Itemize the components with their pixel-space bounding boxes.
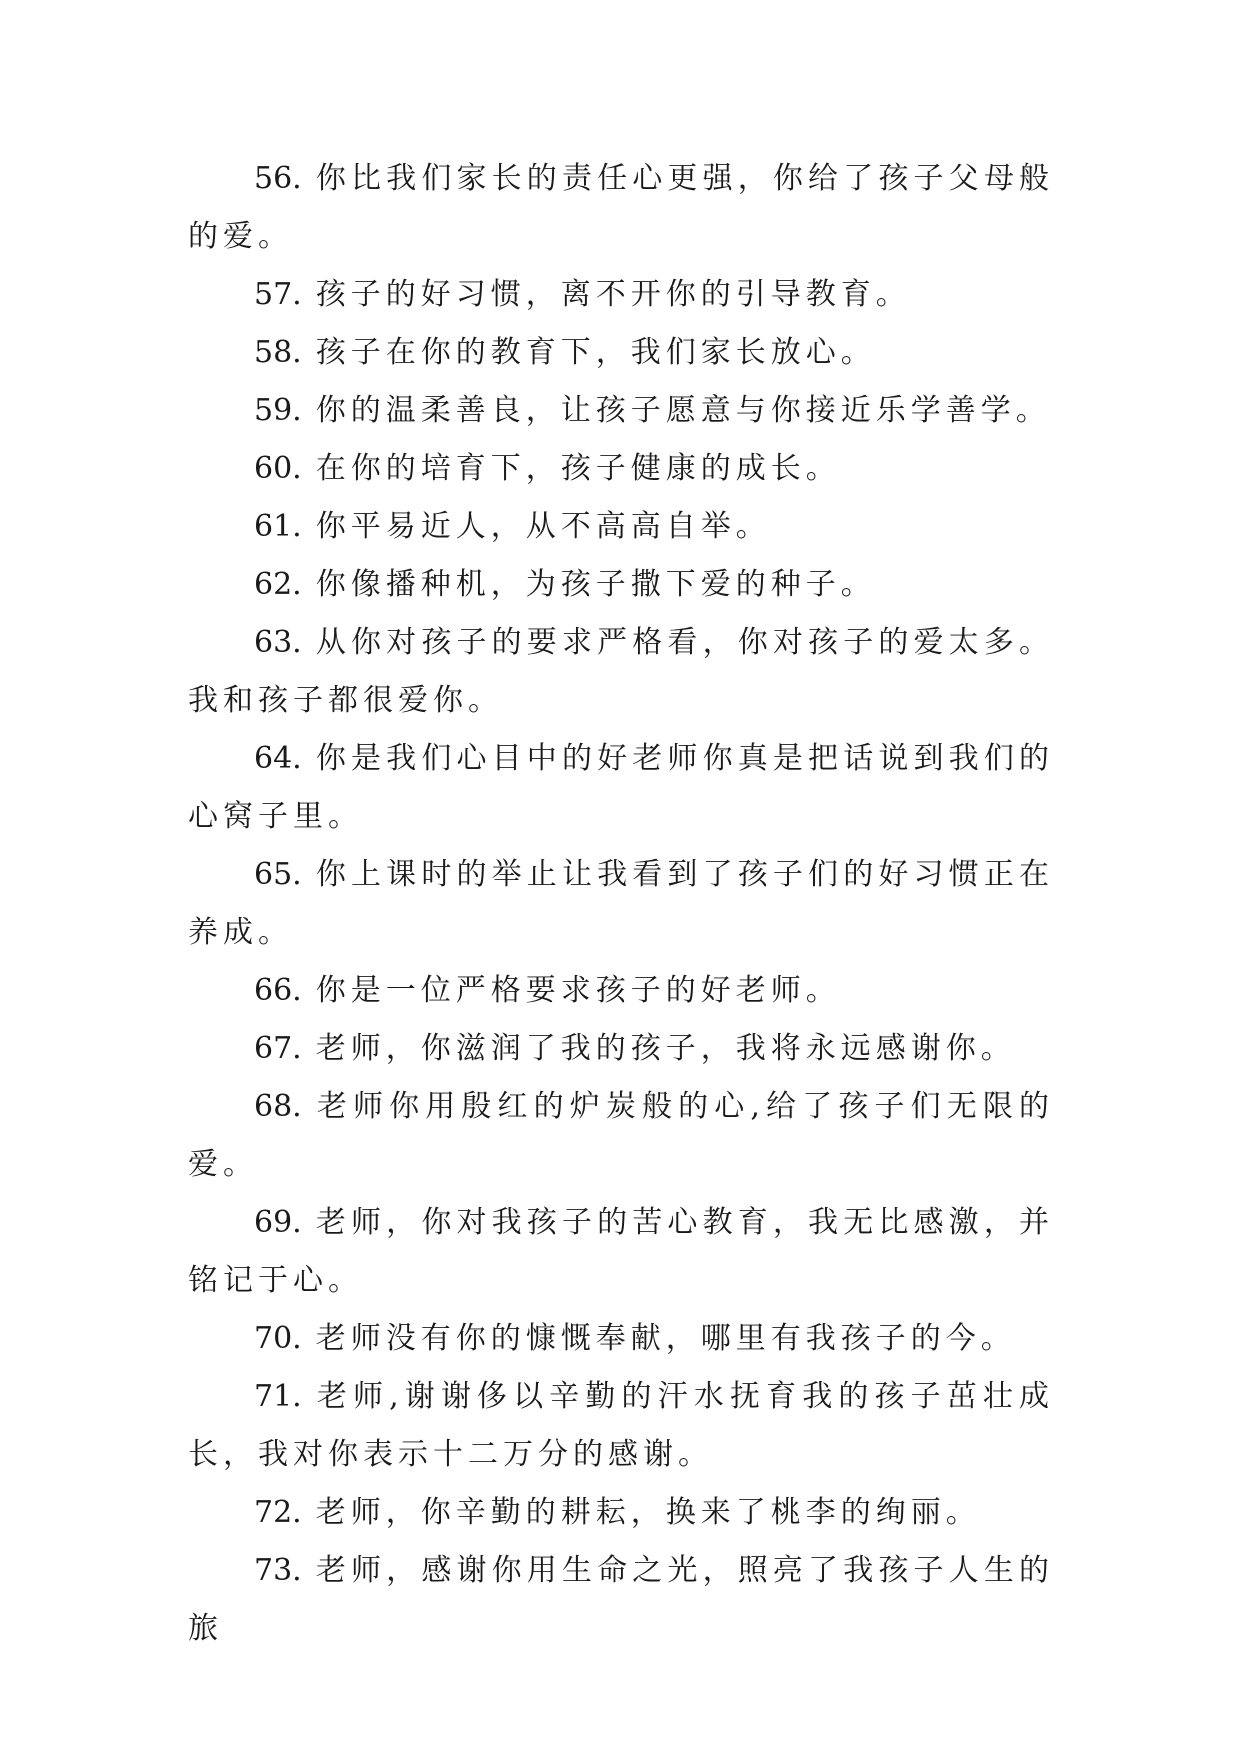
item-number: 60. xyxy=(254,451,302,486)
item-text: 孩子在你的教育下，我们家长放心。 xyxy=(315,335,876,370)
item-text: 老师你用殷红的炉炭般的心,给了孩子们无限的爱。 xyxy=(188,1089,1054,1182)
item-number: 59. xyxy=(254,393,302,428)
item-text: 你比我们家长的责任心更强，你给了孩子父母般的爱。 xyxy=(188,161,1054,254)
list-item xyxy=(188,730,1054,846)
list-item xyxy=(188,1194,1054,1310)
item-text: 你像播种机，为孩子撒下爱的种子。 xyxy=(315,567,876,602)
list-item xyxy=(188,1078,1054,1194)
item-number: 73. xyxy=(254,1553,302,1588)
item-text: 在你的培育下，孩子健康的成长。 xyxy=(315,451,841,486)
list-item xyxy=(188,150,1054,266)
item-number: 67. xyxy=(254,1031,302,1066)
list-item xyxy=(188,846,1054,962)
item-text: 从你对孩子的要求严格看，你对孩子的爱太多。我和孩子都很爱你。 xyxy=(188,625,1054,718)
item-text: 你的温柔善良，让孩子愿意与你接近乐学善学。 xyxy=(315,393,1051,428)
item-text: 孩子的好习惯，离不开你的引导教育。 xyxy=(315,277,911,312)
list-item xyxy=(188,498,1054,556)
item-text: 你是一位严格要求孩子的好老师。 xyxy=(315,973,841,1008)
item-number: 64. xyxy=(254,741,302,776)
item-number: 63. xyxy=(254,625,302,660)
item-number: 71. xyxy=(254,1379,302,1414)
item-number: 65. xyxy=(254,857,302,892)
item-number: 69. xyxy=(254,1205,302,1240)
item-text: 老师，你滋润了我的孩子，我将永远感谢你。 xyxy=(315,1031,1016,1066)
item-number: 62. xyxy=(254,567,302,602)
list-item xyxy=(188,1310,1054,1368)
item-number: 61. xyxy=(254,509,302,544)
list-item xyxy=(188,440,1054,498)
item-number: 68. xyxy=(254,1089,302,1124)
item-text: 老师，你对我孩子的苦心教育，我无比感激，并铭记于心。 xyxy=(188,1205,1054,1298)
item-number: 66. xyxy=(254,973,302,1008)
item-number: 72. xyxy=(254,1495,302,1530)
item-number: 70. xyxy=(254,1321,302,1356)
item-text: 你上课时的举止让我看到了孩子们的好习惯正在养成。 xyxy=(188,857,1054,950)
item-number: 57. xyxy=(254,277,302,312)
item-list xyxy=(188,150,1054,1658)
list-item xyxy=(188,266,1054,324)
item-text: 你平易近人，从不高高自举。 xyxy=(315,509,771,544)
list-item xyxy=(188,1542,1054,1658)
list-item xyxy=(188,962,1054,1020)
list-item xyxy=(188,556,1054,614)
item-text: 你是我们心目中的好老师你真是把话说到我们的心窝子里。 xyxy=(188,741,1054,834)
item-number: 58. xyxy=(254,335,302,370)
list-item xyxy=(188,614,1054,730)
list-item xyxy=(188,382,1054,440)
list-item xyxy=(188,324,1054,382)
list-item xyxy=(188,1020,1054,1078)
item-text: 老师没有你的慷慨奉献，哪里有我孩子的今。 xyxy=(315,1321,1016,1356)
list-item xyxy=(188,1368,1054,1484)
item-text: 老师，你辛勤的耕耘，换来了桃李的绚丽。 xyxy=(315,1495,981,1530)
item-text: 老师，感谢你用生命之光，照亮了我孩子人生的旅 xyxy=(188,1553,1054,1646)
list-item xyxy=(188,1484,1054,1542)
item-number: 56. xyxy=(254,161,302,196)
item-text: 老师,谢谢侈以辛勤的汗水抚育我的孩子茁壮成长，我对你表示十二万分的感谢。 xyxy=(188,1379,1054,1472)
